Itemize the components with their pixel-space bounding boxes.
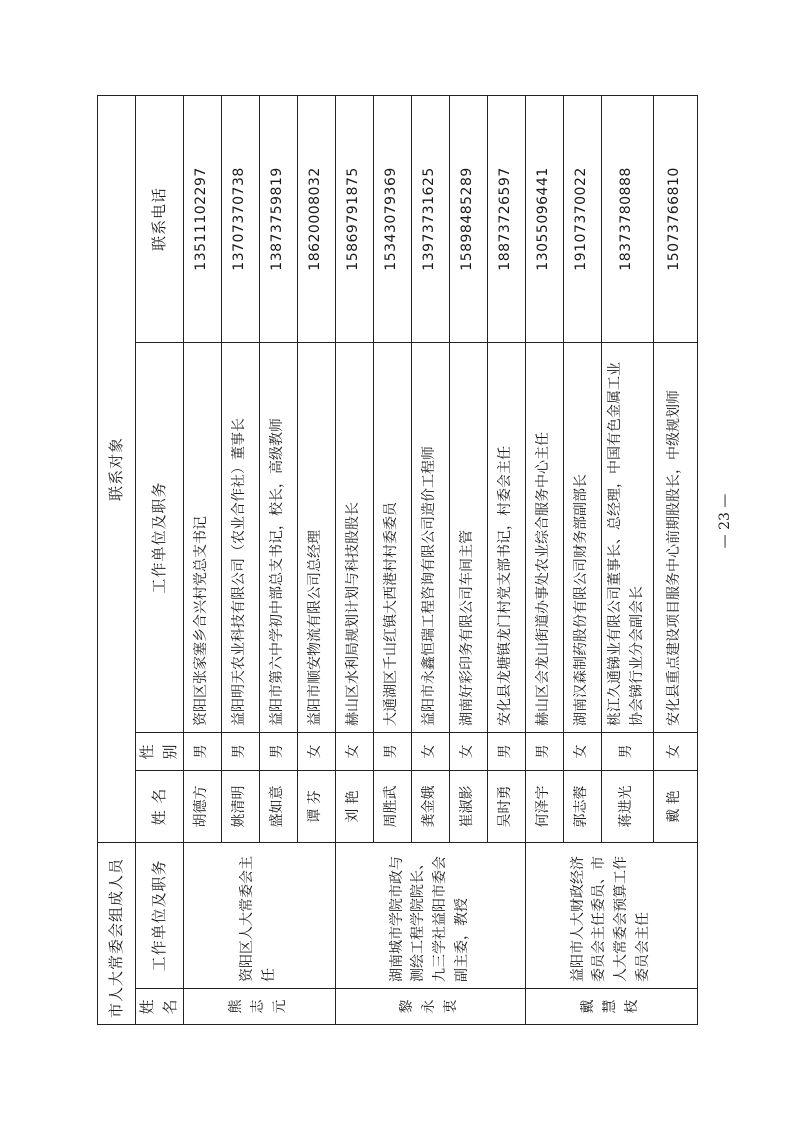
contact-phone: 19107370022: [563, 95, 601, 342]
contact-name: 周胜武: [373, 770, 411, 842]
member-unit: 湖南城市学院市政与测绘工程学院院长、九三学社益阳市委会副主委，教授: [335, 842, 525, 988]
contact-gender: 女: [563, 732, 601, 770]
contact-unit: 桃江久通锑业有限公司董事长、总经理，中国有色金属工业协会锑行业分会副会长: [601, 342, 653, 732]
contact-phone: 15343079369: [373, 95, 411, 342]
contact-gender: 男: [525, 732, 563, 770]
contact-gender: 女: [449, 732, 487, 770]
contact-table: [97, 95, 698, 1025]
contact-name: 龚金娥: [411, 770, 449, 842]
contact-name: 崔淑影: [449, 770, 487, 842]
contact-gender: 男: [183, 732, 221, 770]
contact-unit: 安化县龙塘镇龙门村党支部书记，村委会主任: [487, 342, 525, 732]
contact-unit: 益阳明天农业科技有限公司（农业合作社）董事长: [221, 342, 259, 732]
contact-name: 戴 艳: [653, 770, 697, 842]
contact-phone: 15073766810: [653, 95, 697, 342]
contact-phone: 13055096441: [525, 95, 563, 342]
contact-phone: 18373780888: [601, 95, 653, 342]
contact-phone: 13707370738: [221, 95, 259, 342]
header-right-group: 联系对象: [98, 95, 136, 842]
contact-name: 郭志蓉: [563, 770, 601, 842]
contact-unit: 益阳市永鑫恒瑞工程咨询有限公司造价工程师: [411, 342, 449, 732]
contact-phone: 18873726597: [487, 95, 525, 342]
contact-phone: 13511102297: [183, 95, 221, 342]
contact-gender: 男: [221, 732, 259, 770]
member-unit: 益阳市人大财政经济委员会主任委员、市人大常委会预算工作委员会主任: [525, 842, 697, 988]
contact-unit: 赫山区会龙山街道办事处农业综合服务中心主任: [525, 342, 563, 732]
header-gender: 性别: [136, 732, 184, 770]
contact-name: 蒋进光: [601, 770, 653, 842]
contact-gender: 女: [335, 732, 373, 770]
member-name: 黎永衷: [335, 989, 525, 1025]
contact-unit: 赫山区水利局规划计划与科技股股长: [335, 342, 373, 732]
contact-name: 刘 艳: [335, 770, 373, 842]
contact-gender: 女: [297, 732, 335, 770]
header-member-name: 姓 名: [136, 989, 184, 1025]
contact-gender: 男: [487, 732, 525, 770]
header-phone: 联系电话: [136, 95, 184, 342]
header-member-unit: 工作单位及职务: [136, 842, 184, 988]
contact-gender: 男: [601, 732, 653, 770]
header-left-group: 市人大常委会组成人员: [98, 842, 136, 1024]
contact-gender: 女: [411, 732, 449, 770]
contact-phone: 15869791875: [335, 95, 373, 342]
page-number: — 23 —: [717, 493, 733, 549]
contact-unit: 资阳区张家塞乡合兴村党总支书记: [183, 342, 221, 732]
contact-gender: 男: [373, 732, 411, 770]
contact-gender: 女: [653, 732, 697, 770]
contact-name: 姚清明: [221, 770, 259, 842]
rotated-table-page: [97, 96, 689, 1025]
member-name: 戴慧枝: [525, 989, 697, 1025]
contact-name: 胡德方: [183, 770, 221, 842]
contact-name: 何泽宇: [525, 770, 563, 842]
contact-unit: 益阳市第六中学初中部总支书记，校长，高级教师: [259, 342, 297, 732]
contact-phone: 13873759819: [259, 95, 297, 342]
contact-name: 盛如意: [259, 770, 297, 842]
contact-unit: 大通湖区千山红镇大西港村村委委员: [373, 342, 411, 732]
header-contact-unit: 工作单位及职务: [136, 342, 184, 732]
contact-name: 吴时勇: [487, 770, 525, 842]
contact-phone: 18620008032: [297, 95, 335, 342]
member-unit: 资阳区人大常委会主任: [183, 842, 335, 988]
contact-gender: 男: [259, 732, 297, 770]
contact-phone: 15898485289: [449, 95, 487, 342]
contact-unit: 湖南好彩印务有限公司车间主管: [449, 342, 487, 732]
contact-name: 谭 芬: [297, 770, 335, 842]
contact-unit: 益阳市顺安物流有限公司总经理: [297, 342, 335, 732]
header-contact-name: 姓 名: [136, 770, 184, 842]
contact-phone: 13973731625: [411, 95, 449, 342]
contact-unit: 安化县重点建设项目服务中心前期股股长，中级规划师: [653, 342, 697, 732]
member-name: 熊志元: [183, 989, 335, 1025]
contact-unit: 湖南汉森制药股份有限公司财务部副部长: [563, 342, 601, 732]
